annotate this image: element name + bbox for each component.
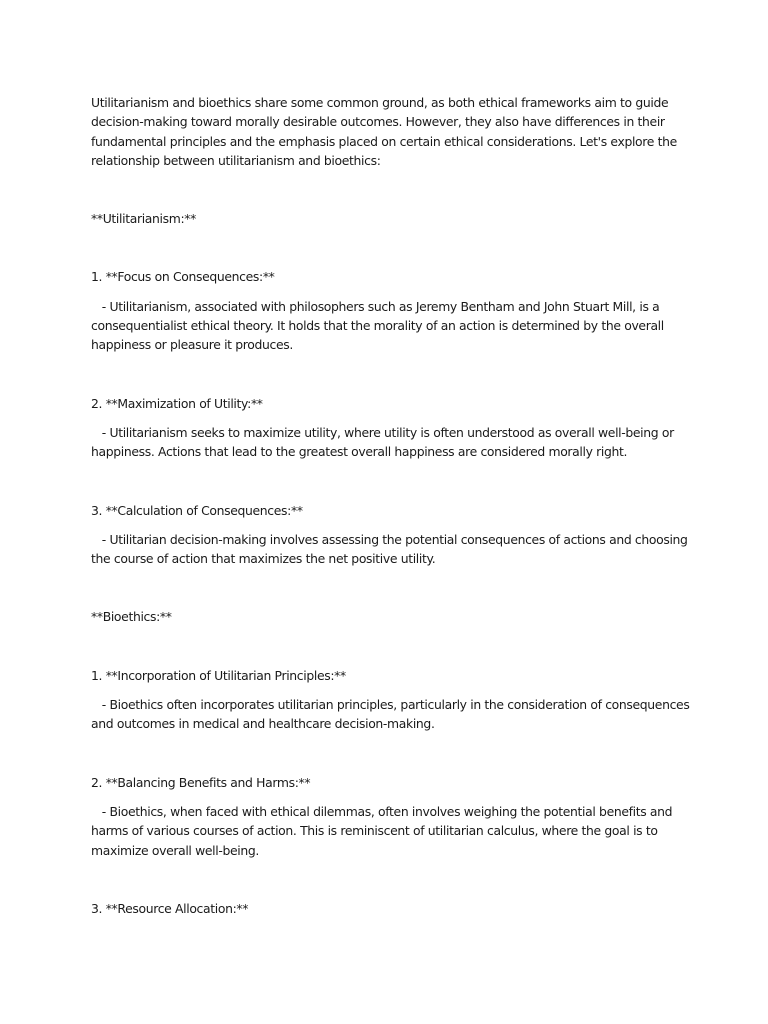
- item-body: - Utilitarianism seeks to maximize utility, where utility is often understood as overall well-being or happiness. Actions that lead to the greatest overall happiness are considered morally right.: [91, 424, 678, 460]
- item-title: 3. **Calculation of Consequences:**: [91, 502, 303, 518]
- item-title: 3. **Resource Allocation:**: [91, 900, 249, 916]
- item-body: - Bioethics often incorporates utilitarian principles, particularly in the consideration of consequences and outcomes in medical and healthcare decision-making.: [91, 697, 694, 732]
- item-title: 1. **Incorporation of Utilitarian Principles:**: [91, 667, 346, 683]
- item-body: - Utilitarian decision-making involves assessing the potential consequences of actions and choosing the course of action that maximizes the net positive utility.: [91, 531, 692, 567]
- item-title: 2. **Balancing Benefits and Harms:**: [91, 774, 311, 790]
- section-heading-bioethics: **Bioethics:**: [91, 609, 172, 625]
- item-title: 2. **Maximization of Utility:**: [91, 395, 263, 411]
- intro-paragraph: Utilitarianism and bioethics share some common ground, as both ethical frameworks aim to guide decision-making toward morally desirable outcomes. However, they also have differences in their fundamental principles and the emphasis placed on certain ethical considerations. Let's explore the relationship between utilitarianism and bioethics:: [91, 95, 677, 168]
- item-title: 1. **Focus on Consequences:**: [91, 269, 275, 285]
- item-body: - Bioethics, when faced with ethical dilemmas, often involves weighing the potential benefits and harms of various courses of action. This is reminiscent of utilitarian calculus, where the goal is to maximize overall well-being.: [91, 803, 676, 858]
- item-body: - Utilitarianism, associated with philosophers such as Jeremy Bentham and John Stuart Mill, is a consequentialist ethical theory. It holds that the morality of an action is determined by the overall happiness or pleasure it produces.: [91, 298, 668, 353]
- document-body: [91, 93, 694, 918]
- section-heading-utilitarianism: **Utilitarianism:**: [91, 211, 196, 227]
